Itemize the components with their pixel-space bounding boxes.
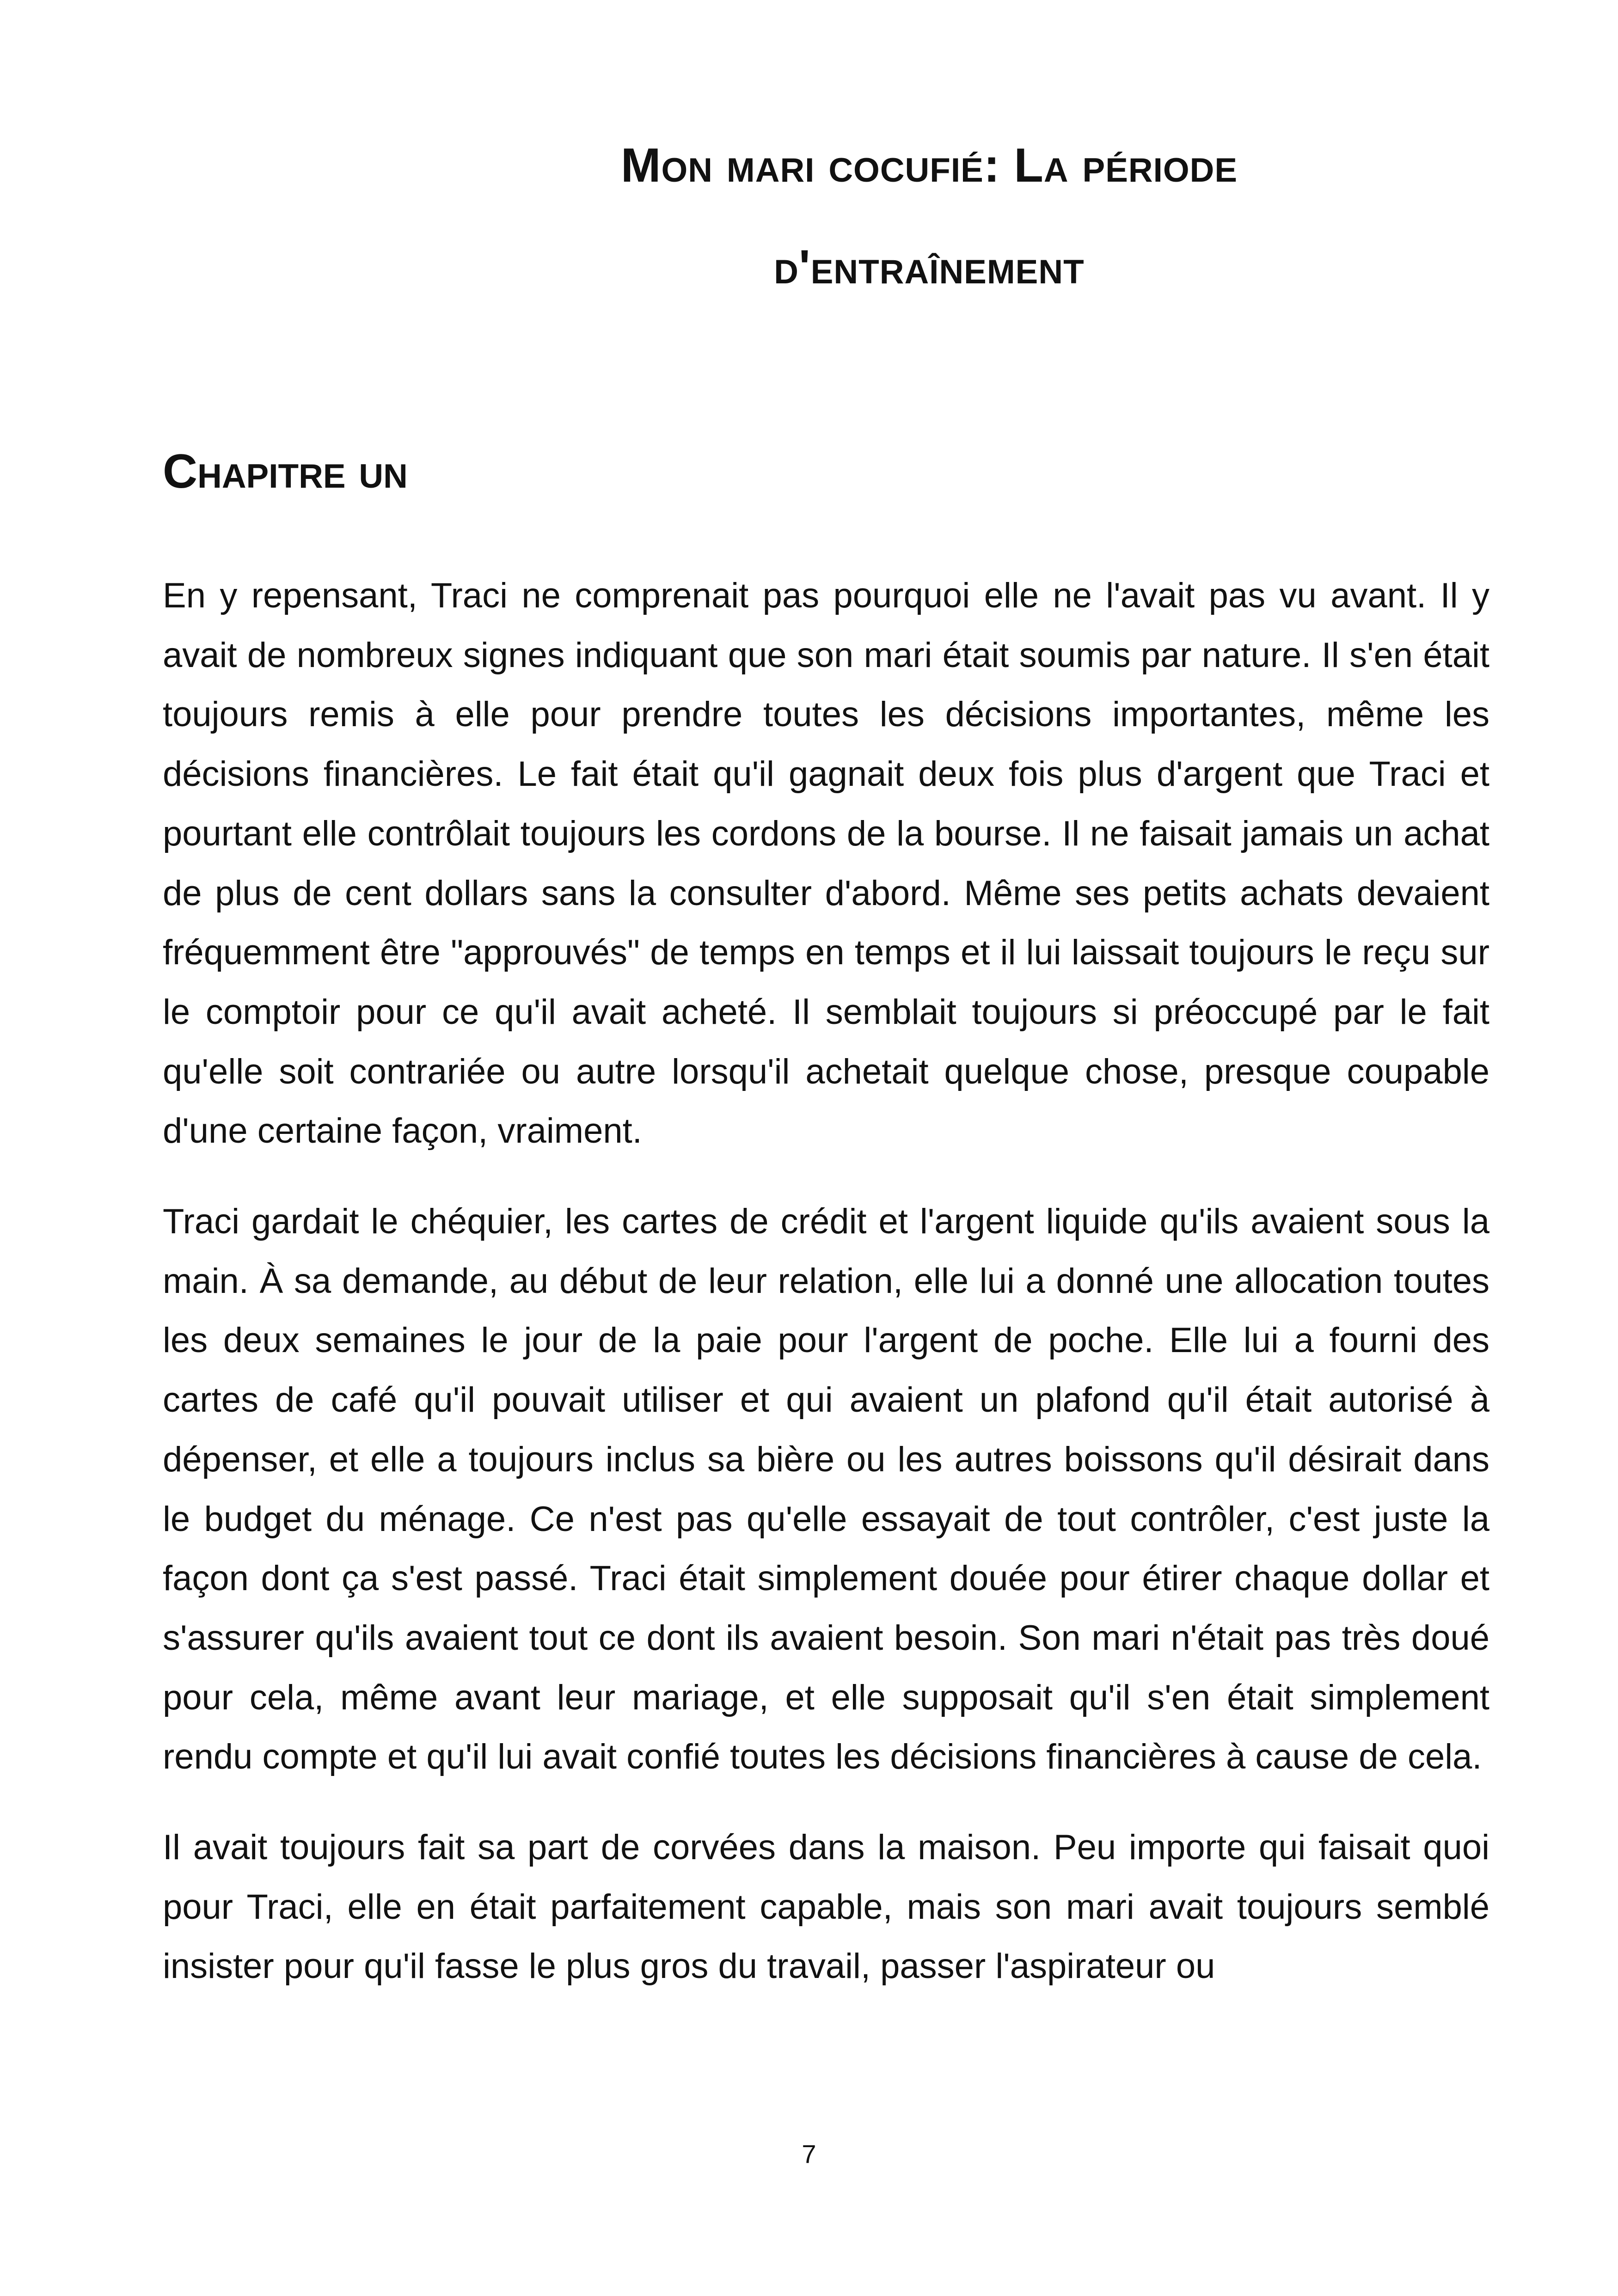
paragraph-2: Traci gardait le chéquier, les cartes de crédit et l'argent liquide qu'ils avaient sous la main. À sa demande, au début de leur relation, elle lui a donné une allocation toutes les deux semaines le jour de la paie pour l'argent de poche. Elle lui a fourni des cartes de café qu'il pouvait utiliser et qui avaient un plafond qu'il était autorisé à dépenser, et elle a toujours inclus sa bière ou les autres boissons qu'il désirait dans le budget du ménage. Ce n'est pas qu'elle essayait de tout contrôler, c'est juste la façon dont ça s'est passé. Traci était simplement douée pour étirer chaque dollar et s'assurer qu'ils avaient tout ce dont ils avaient besoin. Son mari n'était pas très doué pour cela, même avant leur mariage, et elle supposait qu'il s'en était simplement rendu compte et qu'il lui avait confié toutes les décisions financières à cause de cela. [163,1202,1489,1777]
body-text [163,566,1489,2027]
paragraph-3: Il avait toujours fait sa part de corvées dans la maison. Peu importe qui faisait quoi pour Traci, elle en était parfaitement capable, mais son mari avait toujours semblé insister pour qu'il fasse le plus gros du travail, passer l'aspirateur ou [163,1828,1489,1986]
book-title [259,115,1600,318]
book-title-line-2: d'entraînement [774,240,1085,294]
chapter-title: Chapitre un [163,445,408,498]
paragraph-1: En y repensant, Traci ne comprenait pas pourquoi elle ne l'avait pas vu avant. Il y avait de nombreux signes indiquant que son mari était soumis par nature. Il s'en était toujours remis à elle pour prendre toutes les décisions importantes, même les décisions financières. Le fait était qu'il gagnait deux fois plus d'argent que Traci et pourtant elle contrôlait toujours les cordons de la bourse. Il ne faisait jamais un achat de plus de cent dollars sans la consulter d'abord. Même ses petits achats devaient fréquemment être "approuvés" de temps en temps et il lui laissait toujours le reçu sur le comptoir pour ce qu'il avait acheté. Il semblait toujours si préoccupé par le fait qu'elle soit contrariée ou autre lorsqu'il achetait quelque chose, presque coupable d'une certaine façon, vraiment. [163,576,1489,1151]
book-title-line-1: Mon mari cocufié: La période [620,139,1238,192]
page-number: 7 [802,2139,816,2168]
